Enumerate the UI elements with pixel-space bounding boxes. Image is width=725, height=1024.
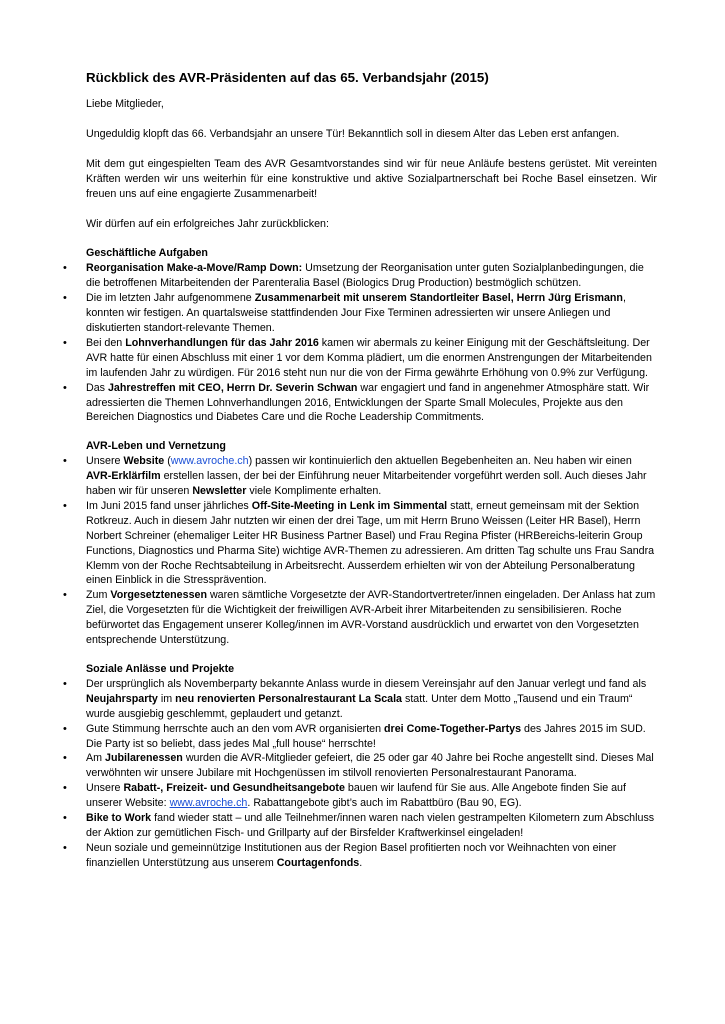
section-heading: Geschäftliche Aufgaben — [86, 247, 208, 260]
list-item — [86, 677, 657, 722]
bold-text: Neujahrsparty — [86, 692, 158, 705]
text-run: waren sämtliche Vorgesetzte der AVR-Standortvertreter/innen eingeladen. Der Anlass hat zum Ziel, die Vorgesetzten für die Wichtigkeit der freiwilligen AVR-Arbeit ihrer Mitarbeitenden zu sensibilisieren. Roche befürwortet das Engagement unserer Kolleg/innen im AVR-Vorstand ausdrücklich und erwartet von den Vorgesetzten entsprechende Unterstützung. — [86, 589, 656, 647]
text-run: statt. Unter dem Motto „Tausend und ein Traum“ wurde ausgiebig geschlemmt, geplaudert und getanzt. — [86, 692, 633, 720]
bullet-list — [86, 454, 657, 648]
intro-paragraph-2: Mit dem gut eingespielten Team des AVR Gesamtvorstandes sind wir für neue Anläufe bestens gerüstet. Mit vereinten Kräften werden wir uns weiterhin für eine konstruktive und aktive Sozialpartnerschaft bei Roche Basel einsetzen. Wir freuen uns auf eine engagierte Zusammenarbeit! — [86, 157, 657, 200]
text-run: Unsere — [86, 455, 124, 468]
list-item — [86, 499, 657, 588]
bold-text: drei Come-Together-Partys — [384, 722, 522, 735]
list-item — [86, 751, 657, 781]
bold-text: Lohnverhandlungen für das Jahr 2016 — [125, 336, 319, 349]
text-run: Das — [86, 381, 108, 394]
text-run: fand wieder statt – und alle Teilnehmer/innen waren nach vielen gestrampelten Kilometern zum Abschluss der Aktion zur gemütlichen Fisch- und Grillparty auf der Birsfelder Kraftwerkinsel eingeladen! — [86, 812, 655, 839]
text-run: Am — [86, 752, 106, 765]
text-run: Im Juni 2015 fand unser jährliches — [86, 499, 252, 512]
list-item — [86, 336, 657, 381]
intro-paragraph-1: Ungeduldig klopft das 66. Verbandsjahr an unsere Tür! Bekanntlich soll in diesem Alter das Leben erst anfangen. — [86, 127, 620, 140]
text-run: Der ursprünglich als Novemberparty bekannte Anlass wurde in diesem Vereinsjahr auf den Januar verlegt und fand als — [86, 677, 647, 690]
bold-text: Zusammenarbeit mit unserem Standortleiter Basel, Herrn Jürg Erismann — [254, 292, 623, 305]
greeting: Liebe Mitglieder, — [86, 98, 164, 110]
bold-text: Off-Site-Meeting in Lenk im Simmental — [251, 499, 448, 512]
list-item — [86, 261, 657, 291]
text-run: Umsetzung der Reorganisation unter guten Sozialplanbedingungen, die die betroffenen Mitarbeitenden der Parenteralia Basel (Biologics Drug Production) bestmöglich schützen. — [86, 262, 644, 290]
bold-text: Vorgesetztenessen — [110, 589, 207, 602]
bold-text: Newsletter — [192, 485, 247, 498]
bold-text: Bike to Work — [86, 812, 152, 825]
bold-text: Website — [123, 455, 165, 468]
list-item — [86, 381, 657, 426]
bold-text: AVR-Erklärfilm — [86, 470, 161, 483]
website-link[interactable]: www.avroche.ch — [170, 455, 249, 468]
text-run: viele Komplimente erhalten. — [246, 485, 382, 498]
text-run: Unsere — [86, 782, 124, 795]
list-item — [86, 841, 657, 871]
text-run: Zum — [86, 589, 111, 602]
bold-text: Jubilarenessen — [105, 752, 183, 765]
text-run: ( — [164, 455, 171, 468]
list-item — [86, 291, 657, 336]
text-run: bauen wir laufend für Sie aus. Alle Angebote finden Sie auf unserer Website: — [86, 782, 626, 810]
text-run: kamen wir abermals zu keiner Einigung mit der Geschäftsleitung. Der AVR hatte für einen Abschluss mit einer 1 vor dem Komma plädiert, um die enormen Anstrengungen der Mitarbeitenden im laufenden Jahr zu würdigen. Für 2016 steht nun nur die von der Firma gewährte Erhöhung von 0.9% zur Verfügung. — [86, 336, 652, 379]
bold-text: Reorganisation Make-a-Move/Ramp Down: — [86, 262, 303, 275]
list-item — [86, 454, 657, 499]
bold-text: neu renovierten Personalrestaurant La Scala — [175, 692, 402, 705]
list-item — [86, 722, 657, 752]
bold-text: Courtagenfonds — [276, 856, 360, 869]
section-avr-leben — [86, 439, 657, 648]
text-run: ) passen wir kontinuierlich den aktuellen Begebenheiten an. Neu haben wir einen — [248, 455, 632, 468]
list-item — [86, 811, 657, 841]
text-run: Die im letzten Jahr aufgenommene — [86, 292, 255, 305]
text-run: . Rabattangebote gibt’s auch im Rabattbüro (Bau 90, EG). — [247, 797, 522, 810]
bullet-list — [86, 677, 657, 871]
text-run: . — [359, 856, 363, 869]
section-heading: AVR-Leben und Vernetzung — [86, 440, 226, 453]
text-run: wurden die AVR-Mitglieder gefeiert, die 25 oder gar 40 Jahre bei Roche angestellt sind. Dieses Mal verwöhnten wir unsere Jubilare mit Hochgenüssen im stilvoll renovierten Personalrestaurant Panorama. — [86, 752, 654, 780]
text-run: Neun soziale und gemeinnützige Institutionen aus der Region Basel profitierten noch vor Weihnachten von einer finanziellen Unterstützung aus unserem — [86, 841, 617, 869]
text-run: , konnten wir festigen. An quartalsweise stattfindenden Jour Fixe Terminen adressierten wir unsere Anliegen und diskutierten standort-relevante Themen. — [86, 292, 626, 334]
website-link[interactable]: www.avroche.ch — [169, 797, 248, 810]
section-geschaeftliche-aufgaben — [86, 246, 657, 425]
bold-text: Jahrestreffen mit CEO, Herrn Dr. Severin Schwan — [107, 381, 358, 394]
text-run: statt, erneut gemeinsam mit der Sektion Rotkreuz. Auch in diesem Jahr nutzten wir einen der drei Tage, um mit Herrn Bruno Weissen (Leiter HR Basel), Herrn Norbert Schreiner (ehemaliger Leiter HR Business Partner Basel) und Frau Regina Pfister (HRBereichs-leiterin Group Functions, Diagnostics und Pharma Site) wichtige AVR-Themen zu adressieren. Am dritten Tag schulte uns Frau Sandra Klemm von der Roche Rechtsabteilung in Arbeitsrecht. Ausserdem erhielten wir von der Abteilung Personalberatung einen Einblick in die Stressprävention. — [86, 499, 655, 587]
text-run: Bei den — [86, 336, 126, 349]
document-title: Rückblick des AVR-Präsidenten auf das 65. Verbandsjahr (2015) — [86, 70, 489, 85]
bullet-list — [86, 261, 657, 425]
text-run: Gute Stimmung herrschte auch an den vom AVR organisierten — [86, 722, 385, 735]
text-run: erstellen lassen, der bei der Einführung neuer Mitarbeitender vorgeführt werden soll. Auch dieses Jahr haben wir für unseren — [86, 470, 647, 498]
section-heading: Soziale Anlässe und Projekte — [86, 663, 235, 675]
list-item — [86, 781, 657, 811]
list-item — [86, 588, 657, 648]
bold-text: Rabatt-, Freizeit- und Gesundheitsangebote — [123, 782, 345, 795]
text-run: des Jahres 2015 im SUD. Die Party ist so beliebt, dass jedes Mal „full house“ herrschte! — [86, 722, 646, 750]
section-soziale-anlaesse — [86, 662, 657, 871]
text-run: war engagiert und fand in angenehmer Atmosphäre statt. Wir adressierten die Themen Lohnverhandlungen 2016, Entwicklungen der Sparte Small Molecules, Projekte aus den Bereichen Diagnostics und Diabetes Care und die Roche Leadership Commitments. — [86, 381, 650, 424]
text-run: im — [157, 692, 176, 705]
intro-paragraph-3: Wir dürfen auf ein erfolgreiches Jahr zurückblicken: — [86, 217, 329, 230]
